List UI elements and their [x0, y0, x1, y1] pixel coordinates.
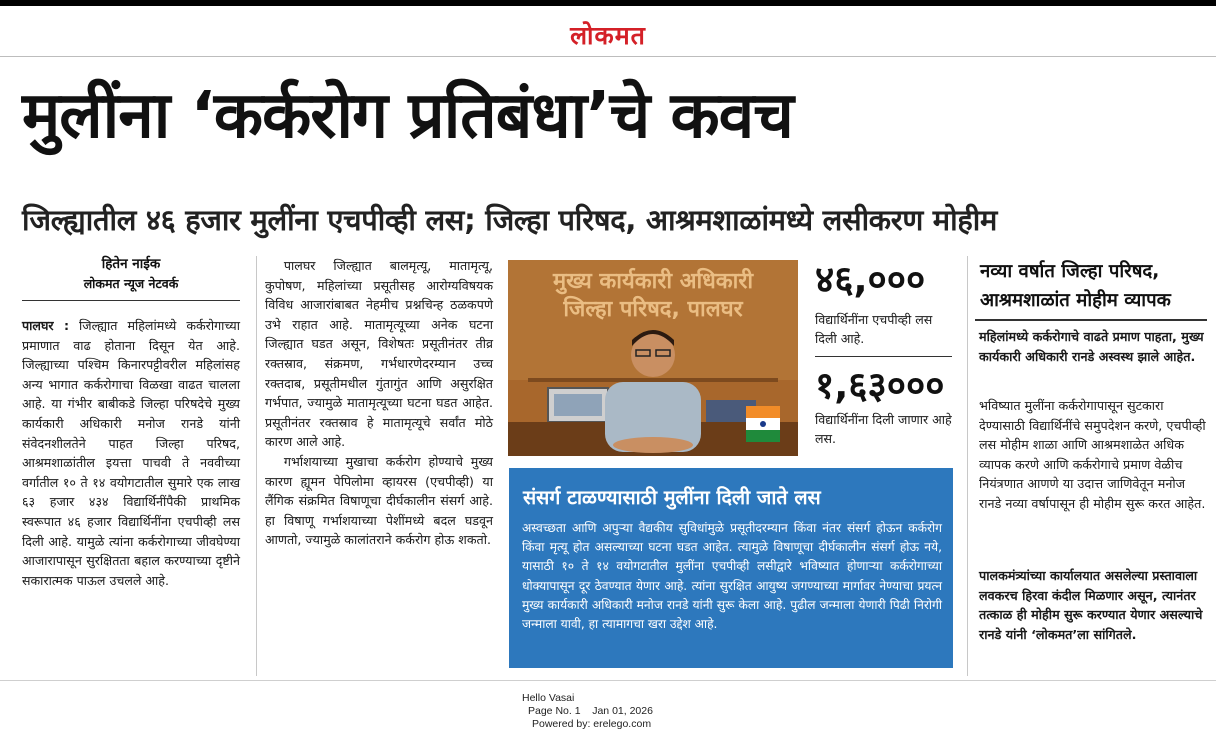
sidebar-paragraph: पालकमंत्र्यांच्या कार्यालयात असलेल्या प्रस्तावाला लवकरच हिरवा कंदील मिळणार असून, त्यानंतर तत्काळ ही मोहीम सुरू करण्यात येणार असल्याचे रानडे यांनी ‘लोकमत’ला सांगितले. — [979, 568, 1203, 642]
stat-number-target: १,६३००० — [815, 364, 945, 407]
byline-author: हितेन नाईक — [101, 256, 161, 272]
highlight-box-body: अस्वच्छता आणि अपुऱ्या वैद्यकीय सुविधांमुळे प्रसूतीदरम्यान किंवा नंतर संसर्ग होऊन कर्करोग किंवा मृत्यू होत असल्याच्या घटना घडत आहेत. त्यामुळे विषाणूचा दीर्घकालीन संसर्ग होऊ नये, यासाठी १० ते १४ वयोगटातील मुलींना एचपीव्ही लसीद्वारे भविष्यात होणाऱ्या कर्करोगाच्या धोक्यापासून दूर ठेवण्यात येणार आहे. त्यांना सुरक्षित आयुष्य जगण्याच्या मार्गावर नेण्याचा प्रयत्न मुख्य कार्यकारी अधिकारी मनोज रानडे यांनी सुरू केला आहे. पुढील जन्माला येणारी पिढी निरोगी जन्माला यावी, हा त्यामागचा खरा उद्देश आहे. — [522, 521, 942, 632]
sidebar-heading: नव्या वर्षात जिल्हा परिषद, आश्रमशाळांत मोहीम व्यापक — [980, 261, 1171, 311]
dateline: पालघर : — [22, 318, 69, 333]
column-1-text: जिल्ह्यात महिलांमध्ये कर्करोगाच्या प्रमाणात वाढ होताना दिसून येत आहे. जिल्ह्याच्या पश्चिम किनारपट्टीवरील महिलांसह अन्य भागात कर्करोगाचा विळखा वाढत चालला आहे. या गंभीर बाबीकडे जिल्हा परिषदेचे मुख्य कार्यकारी अधिकारी मनोज रानडे यांनी संवेदनशीलतेने पाहत जिल्हा परिषद, आश्रमशाळांतील इयत्ता पाचवी ते नववीच्या वर्गातील १० ते १४ वयोगटातील सुमारे एक लाख ६३ हजार ४३४ विद्यार्थिनींपैकी प्राथमिक स्वरूपात ४६ हजार विद्यार्थिनींना एचपीव्ही लस दिली आहे. यामुळे त्यांना कर्करोगाच्या जीवघेण्या आजारापासून सुरक्षितता बहाल करण्याच्या दृष्टीने सकारात्मक पाऊल उचलले आहे. — [22, 318, 240, 588]
sidebar-divider — [975, 319, 1207, 321]
footer-info — [522, 692, 653, 731]
article-headline: मुलींना ‘कर्करोग प्रतिबंधा’चे कवच — [22, 79, 793, 153]
article-column-1 — [22, 316, 240, 590]
byline — [22, 254, 240, 294]
newspaper-masthead: लोकमत — [570, 21, 646, 50]
top-border — [0, 0, 1216, 6]
masthead-divider — [0, 56, 1216, 57]
stat-caption-target: विद्यार्थिनींना दिली जाणार आहे लस. — [815, 412, 952, 446]
footer-page: Page No. 1 — [528, 705, 581, 717]
office-sign-line-1: मुख्य कार्यकारी अधिकारी — [552, 269, 754, 294]
column-2-paragraph: गर्भाशयाच्या मुखाचा कर्करोग होण्याचे मुख्य कारण ह्यूमन पेपिलोमा व्हायरस (एचपीव्ही) या लैंगिक संक्रमित विषाणूचा दीर्घकालीन संसर्ग आहे. हा विषाणू गर्भाशयाच्या पेशींमध्ये बदल घडवून आणतो, ज्यामुळे कालांतराने कर्करोग होऊ शकतो. — [265, 453, 493, 548]
footer-date: Jan 01, 2026 — [592, 705, 653, 717]
column-2-paragraph: पालघर जिल्ह्यात बालमृत्यू, मातामृत्यू, कुपोषण, महिलांच्या प्रसूतीसह आरोग्यविषयक विविध आजारांबाबत नेहमीच प्रश्नचिन्ह ठळकपणे उभे राहात आहे. मातामृत्यूच्या अनेक घटना जिल्ह्यात घडत असून, विशेषतः प्रसूतीनंतर तीव्र रक्तस्राव, संक्रमण, गर्भधारणेदरम्यान उच्च रक्तदाब, प्रसूतीमधील गुंतागुंत आणि असुरक्षित गर्भपात, ज्यामुळे मातामृत्यूच्या घटना घडत आहेत. प्रसूतीनंतर रक्तस्राव हे मातामृत्यूचे सर्वांत मोठे कारण आले आहे. — [265, 258, 493, 450]
stat-divider — [815, 356, 952, 357]
stat-number-vaccinated: ४६,००० — [815, 258, 926, 301]
article-column-2 — [265, 256, 493, 550]
column-divider — [967, 256, 968, 676]
byline-divider — [22, 300, 240, 301]
article-subheadline: जिल्ह्यातील ४६ हजार मुलींना एचपीव्ही लस; जिल्हा परिषद, आश्रमशाळांमध्ये लसीकरण मोहीम — [22, 203, 997, 237]
ceo-photo — [508, 260, 798, 456]
footer-edition: Hello Vasai — [522, 692, 575, 704]
footer-powered-by: Powered by: erelego.com — [532, 718, 652, 730]
page-bottom-divider — [0, 680, 1216, 681]
byline-network: लोकमत न्यूज नेटवर्क — [83, 276, 179, 291]
stat-caption-vaccinated: विद्यार्थिनींना एचपीव्ही लस दिली आहे. — [815, 312, 933, 346]
column-divider — [256, 256, 257, 676]
sidebar-paragraph: महिलांमध्ये कर्करोगाचे वाढते प्रमाण पाहता, मुख्य कार्यकारी अधिकारी रानडे अस्वस्थ झाले आहेत. — [979, 329, 1204, 364]
sidebar-paragraph: भविष्यात मुलींना कर्करोगापासून सुटकारा देण्यासाठी विद्यार्थिनींचे समुपदेशन करणे, एचपीव्ही लस मोहीम शाळा आणि आश्रमशाळेत अधिक व्यापक करणे आणि कर्करोगाचे प्रमाण वेळीच नियंत्रणात आणणे या उदात्त जाणिवेतून मनोज रानडे नव्या वर्षापासून ही मोहीम सुरू करत आहेत. — [979, 398, 1206, 511]
office-sign-line-2: जिल्हा परिषद, पालघर — [563, 297, 743, 322]
highlight-box-title: संसर्ग टाळण्यासाठी मुलींना दिली जाते लस — [523, 486, 821, 509]
